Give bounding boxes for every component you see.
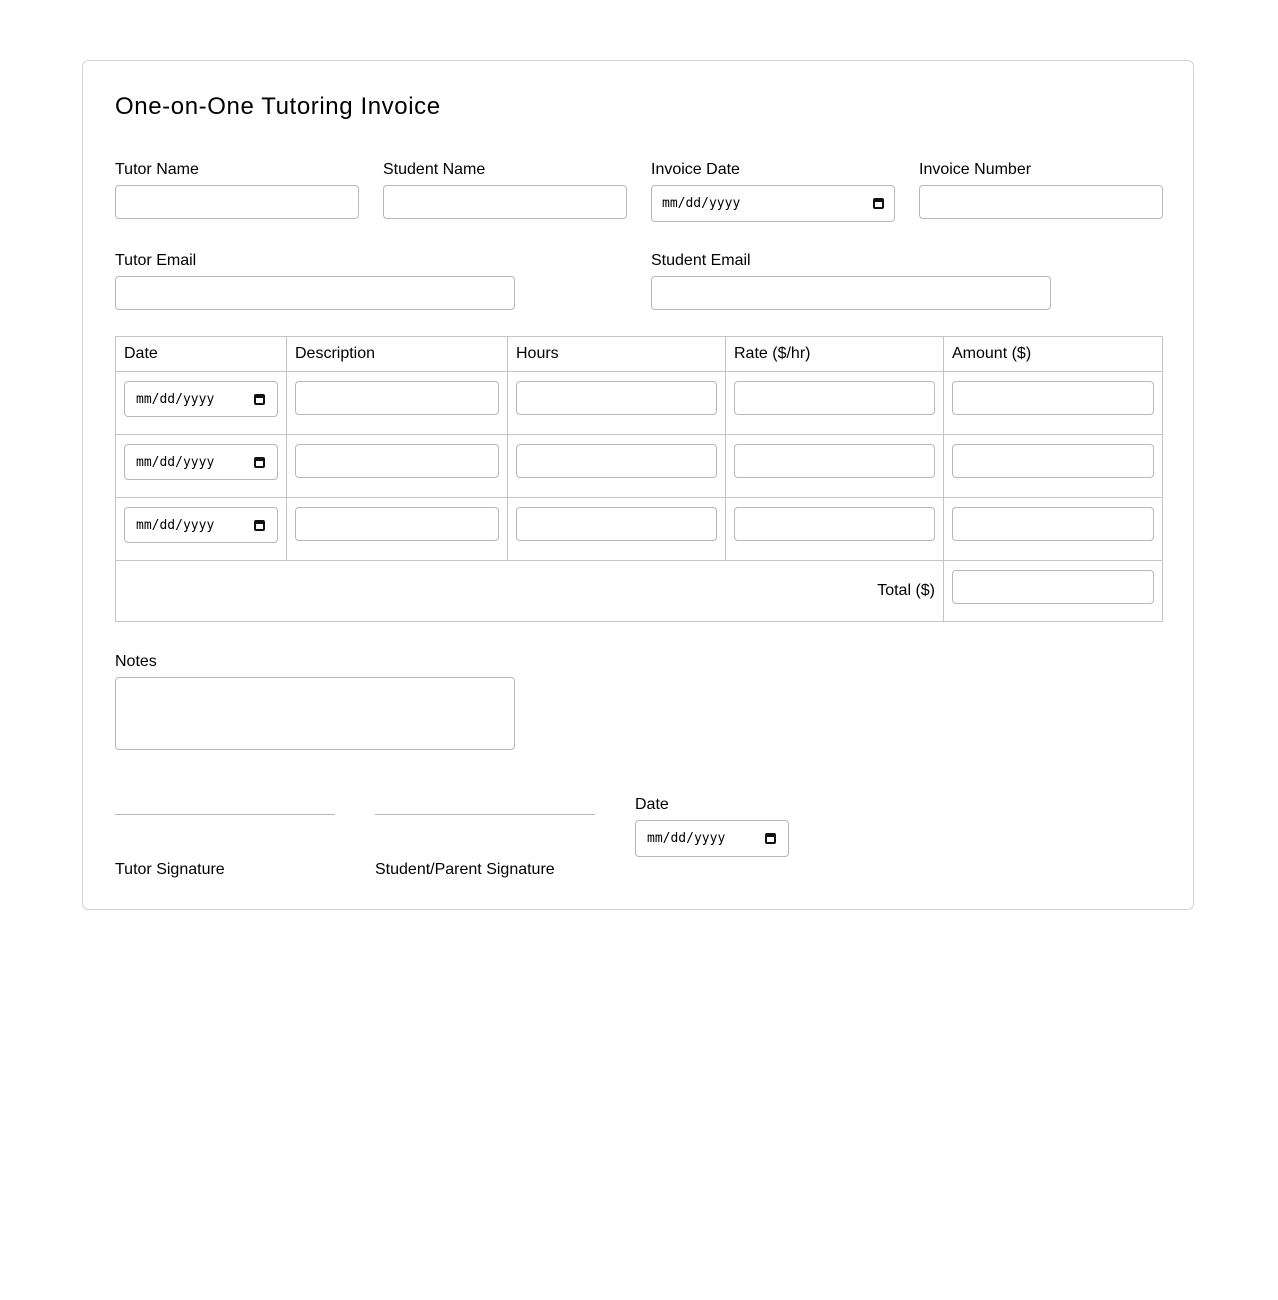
column-header-description: Description bbox=[287, 337, 508, 372]
row-date-placeholder: mm/dd/yyyy bbox=[136, 391, 215, 407]
column-header-rate: Rate ($/hr) bbox=[726, 337, 944, 372]
rate-cell bbox=[726, 435, 944, 498]
student-name-input[interactable] bbox=[383, 185, 627, 219]
table-row bbox=[116, 435, 1163, 498]
column-header-date: Date bbox=[116, 337, 287, 372]
signature-date-label: Date bbox=[635, 796, 669, 813]
calendar-icon[interactable] bbox=[765, 833, 776, 844]
student-email-input[interactable] bbox=[651, 276, 1051, 310]
date-cell bbox=[116, 372, 287, 435]
page-title: One-on-One Tutoring Invoice bbox=[115, 93, 441, 120]
signature-date-placeholder: mm/dd/yyyy bbox=[647, 831, 726, 846]
row-date-placeholder: mm/dd/yyyy bbox=[136, 517, 215, 533]
invoice-date-label: Invoice Date bbox=[651, 161, 740, 178]
amount-cell bbox=[944, 435, 1163, 498]
tutor-signature-label: Tutor Signature bbox=[115, 861, 225, 878]
rate-cell bbox=[726, 498, 944, 561]
table-row bbox=[116, 372, 1163, 435]
amount-input[interactable] bbox=[952, 444, 1154, 478]
description-cell bbox=[287, 498, 508, 561]
row-date-input[interactable] bbox=[124, 381, 278, 417]
tutor-signature-line[interactable] bbox=[115, 814, 335, 815]
amount-input[interactable] bbox=[952, 381, 1154, 415]
description-input[interactable] bbox=[295, 507, 499, 541]
calendar-icon[interactable] bbox=[873, 198, 884, 209]
signature-date-input[interactable] bbox=[635, 820, 789, 857]
total-input[interactable] bbox=[952, 570, 1154, 604]
description-input[interactable] bbox=[295, 444, 499, 478]
hours-input[interactable] bbox=[516, 381, 717, 415]
hours-input[interactable] bbox=[516, 444, 717, 478]
table-row bbox=[116, 498, 1163, 561]
date-cell bbox=[116, 498, 287, 561]
hours-cell bbox=[508, 435, 726, 498]
notes-label: Notes bbox=[115, 653, 157, 670]
hours-cell bbox=[508, 498, 726, 561]
tutor-email-label: Tutor Email bbox=[115, 252, 197, 269]
calendar-icon[interactable] bbox=[254, 457, 265, 468]
invoice-number-label: Invoice Number bbox=[919, 161, 1032, 178]
tutor-name-input[interactable] bbox=[115, 185, 359, 219]
notes-textarea[interactable] bbox=[115, 677, 515, 750]
row-date-placeholder: mm/dd/yyyy bbox=[136, 454, 215, 470]
amount-cell bbox=[944, 498, 1163, 561]
calendar-icon[interactable] bbox=[254, 394, 265, 405]
description-cell bbox=[287, 435, 508, 498]
table-header-row bbox=[116, 337, 1163, 372]
total-row bbox=[116, 561, 1163, 622]
description-cell bbox=[287, 372, 508, 435]
tutor-email-input[interactable] bbox=[115, 276, 515, 310]
total-label: Total ($) bbox=[116, 561, 944, 622]
date-cell bbox=[116, 435, 287, 498]
invoice-date-placeholder: mm/dd/yyyy bbox=[662, 196, 741, 211]
row-date-input[interactable] bbox=[124, 444, 278, 480]
student-name-label: Student Name bbox=[383, 161, 486, 178]
calendar-icon[interactable] bbox=[254, 520, 265, 531]
rate-input[interactable] bbox=[734, 381, 935, 415]
student-email-label: Student Email bbox=[651, 252, 751, 269]
tutor-name-label: Tutor Name bbox=[115, 161, 199, 178]
rate-cell bbox=[726, 372, 944, 435]
amount-input[interactable] bbox=[952, 507, 1154, 541]
description-input[interactable] bbox=[295, 381, 499, 415]
hours-cell bbox=[508, 372, 726, 435]
column-header-amount: Amount ($) bbox=[944, 337, 1163, 372]
student-signature-line[interactable] bbox=[375, 814, 595, 815]
hours-input[interactable] bbox=[516, 507, 717, 541]
line-items-table bbox=[115, 336, 1163, 622]
column-header-hours: Hours bbox=[508, 337, 726, 372]
total-cell bbox=[944, 561, 1163, 622]
invoice-number-input[interactable] bbox=[919, 185, 1163, 219]
amount-cell bbox=[944, 372, 1163, 435]
row-date-input[interactable] bbox=[124, 507, 278, 543]
invoice-date-input[interactable] bbox=[651, 185, 895, 222]
student-signature-label: Student/Parent Signature bbox=[375, 861, 555, 878]
rate-input[interactable] bbox=[734, 444, 935, 478]
rate-input[interactable] bbox=[734, 507, 935, 541]
